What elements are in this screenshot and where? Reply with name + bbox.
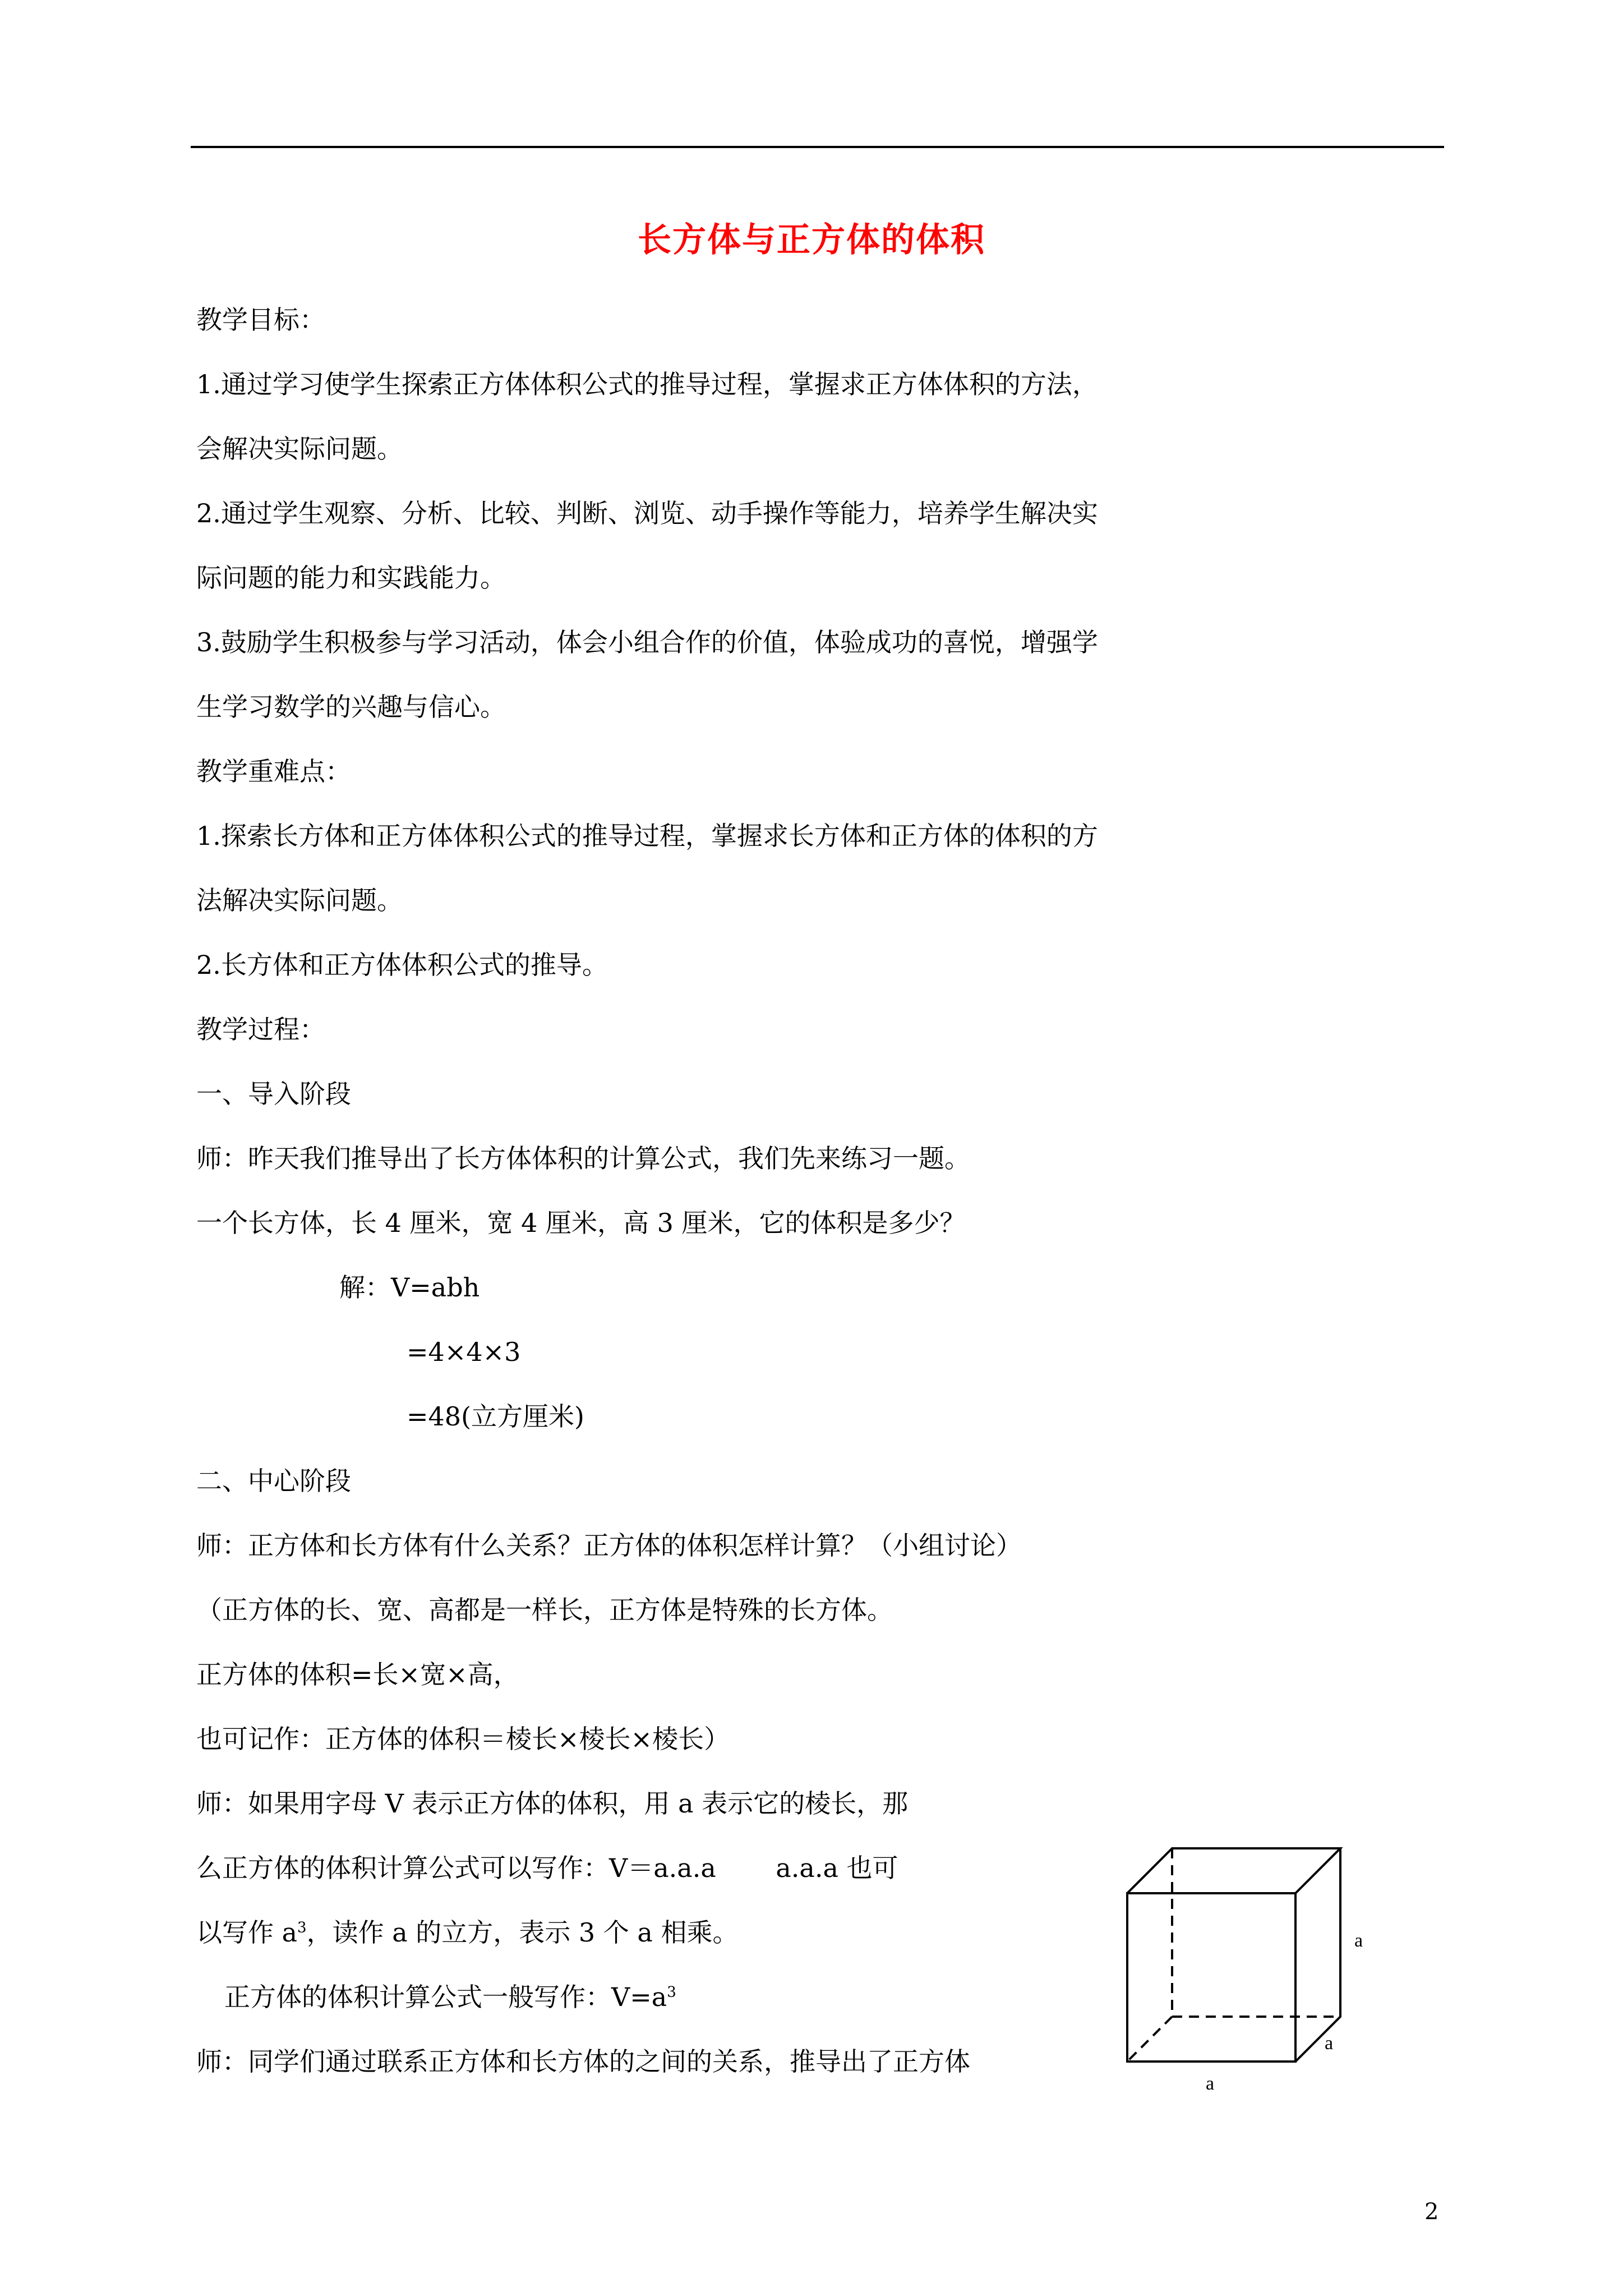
stage-2-heading: 二、中心阶段 [196, 1466, 351, 1496]
goal-1-line-2: 会解决实际问题。 [196, 434, 403, 464]
teacher-line-5-pre: 以写作 a [196, 1917, 298, 1948]
goal-3-line-2: 生学习数学的兴趣与信心。 [196, 692, 506, 722]
key-1-line-1: 1.探索长方体和正方体体积公式的推导过程，掌握求长方体和正方体的体积的方 [196, 821, 1098, 851]
solution-line-1: 解：V=abh [339, 1272, 480, 1303]
teacher-line-4: 么正方体的体积计算公式可以写作：V＝a.a.a a.a.a 也可 [196, 1853, 898, 1883]
header-rule [191, 146, 1444, 148]
page-number: 2 [1424, 2199, 1439, 2225]
page-title: 长方体与正方体的体积 [638, 220, 985, 260]
key-points-heading: 教学重难点： [196, 756, 351, 786]
goal-3-line-1: 3.鼓励学生积极参与学习活动，体会小组合作的价值，体验成功的喜悦，增强学 [196, 627, 1098, 657]
teacher-line-3: 师：如果用字母 V 表示正方体的体积，用 a 表示它的棱长，那 [196, 1788, 909, 1819]
goal-1-line-1: 1.通过学习使学生探索正方体体积公式的推导过程，掌握求正方体体积的方法， [196, 369, 1098, 399]
paragraph-1: （正方体的长、宽、高都是一样长，正方体是特殊的长方体。 [196, 1595, 893, 1625]
teacher-line-1: 师：昨天我们推导出了长方体体积的计算公式，我们先来练习一题。 [196, 1143, 970, 1174]
teacher-line-5 [196, 1916, 738, 1949]
goal-2-line-2: 际问题的能力和实践能力。 [196, 563, 506, 593]
teacher-line-2: 师：正方体和长方体有什么关系？正方体的体积怎样计算？（小组讨论） [196, 1530, 1022, 1561]
formula-line [224, 1980, 676, 2014]
formula-exponent: 3 [667, 1984, 676, 2001]
cube-exponent: 3 [297, 1919, 307, 1936]
key-1-line-2: 法解决实际问题。 [196, 885, 403, 915]
cube-label-width: a [1206, 2073, 1215, 2094]
solution-line-3: =48(立方厘米) [407, 1401, 584, 1432]
cube-diagram [1116, 1837, 1385, 2095]
cube-label-depth: a [1325, 2033, 1334, 2054]
goals-heading: 教学目标： [196, 305, 325, 335]
formula-text: 正方体的体积计算公式一般写作：V=a [224, 1982, 667, 2012]
solution-line-2: =4×4×3 [407, 1337, 521, 1367]
teacher-line-7: 师：同学们通过联系正方体和长方体的之间的关系，推导出了正方体 [196, 2046, 970, 2077]
cube-front-face [1127, 1893, 1295, 2062]
paragraph-2: 正方体的体积=长×宽×高， [196, 1659, 519, 1690]
cube-right-edges [1295, 1848, 1340, 2062]
teacher-line-5-post: ，读作 a 的立方，表示 3 个 a 相乘。 [306, 1917, 739, 1948]
cube-label-height: a [1354, 1930, 1363, 1951]
key-2: 2.长方体和正方体体积公式的推导。 [196, 950, 608, 980]
cube-top-face [1127, 1848, 1340, 1893]
goal-2-line-1: 2.通过学生观察、分析、比较、判断、浏览、动手操作等能力，培养学生解决实 [196, 498, 1098, 528]
cube-hidden-edge-diagonal [1127, 2017, 1172, 2062]
process-heading: 教学过程： [196, 1014, 325, 1045]
stage-1-heading: 一、导入阶段 [196, 1079, 351, 1109]
question-1: 一个长方体，长 4 厘米，宽 4 厘米，高 3 厘米，它的体积是多少？ [196, 1208, 966, 1238]
paragraph-3: 也可记作：正方体的体积＝棱长×棱长×棱长） [196, 1724, 730, 1754]
